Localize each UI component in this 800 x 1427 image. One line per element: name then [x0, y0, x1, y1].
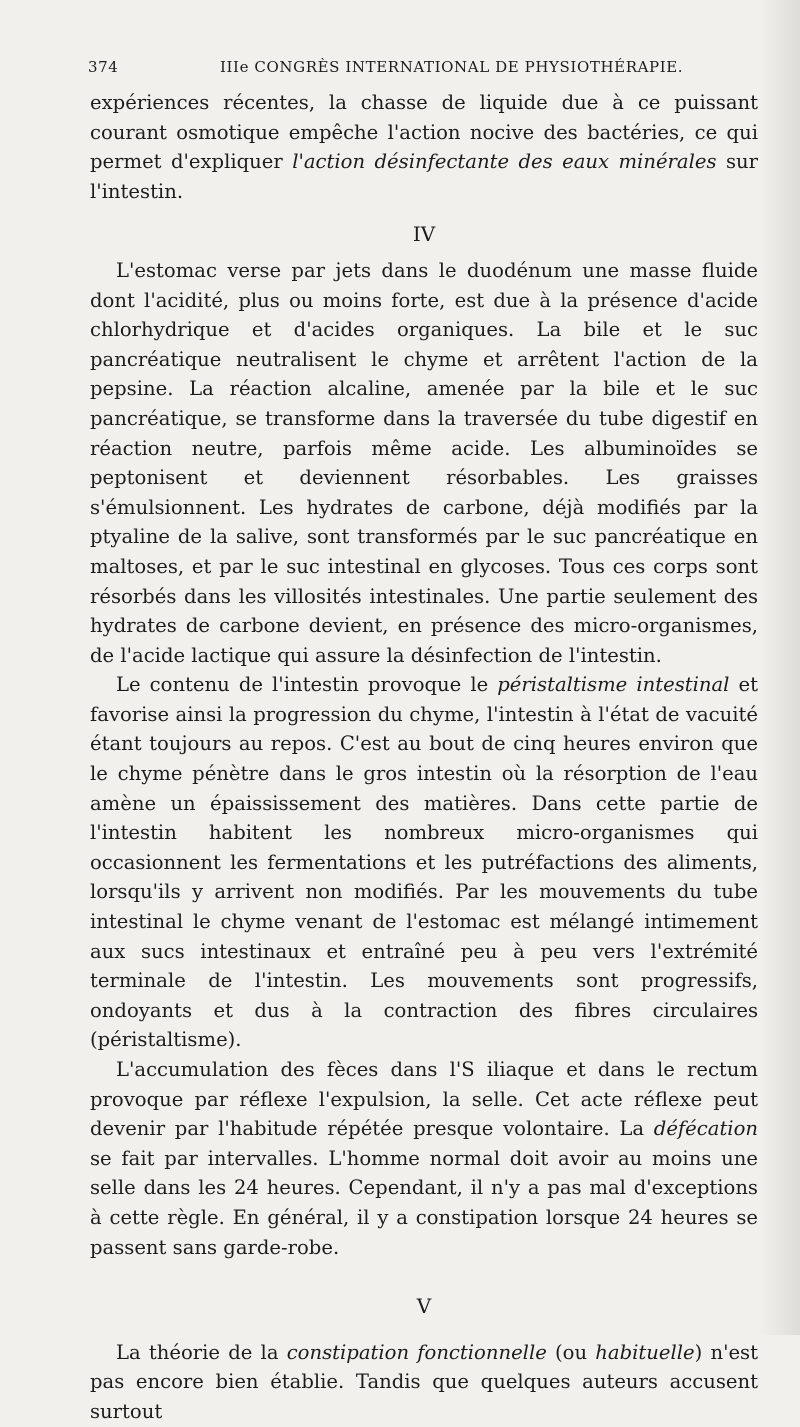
paragraph-text: La théorie de la [116, 1340, 287, 1364]
paragraph-contenu-intestin [90, 670, 758, 1055]
paragraph-estomac: L'estomac verse par jets dans le duodénum une masse fluide dont l'acidité, plus ou moins forte, est due à la présence d'acide chlorhydrique et d'acides organiques. La bile et le suc pancréatique neutralisent le chyme et arrêtent l'action de la pepsine. La réaction alcaline, amenée par la bile et le suc pancréatique, se transforme dans la traversée du tube digestif en réaction neutre, parfois même acide. Les albuminoïdes se peptonisent et deviennent résorbables. Les graisses s'émulsionnent. Les hydrates de carbone, déjà modifiés par la ptyaline de la salive, sont transformés par le suc pancréatique en maltoses, et par le suc intestinal en glycoses. Tous ces corps sont résorbés dans les villosités intestinales. Une partie seulement des hydrates de carbone devient, en présence des micro-organismes, de l'acide lactique qui assure la désinfection de l'intestin. [90, 258, 758, 667]
running-title: IIIe CONGRÈS INTERNATIONAL DE PHYSIOTHÉRAPIE. [220, 58, 684, 76]
paragraph-text: L'accumulation des fèces dans l'S iliaque et dans le rectum provoque par réflexe l'expulsion, la selle. Cet acte réflexe peut devenir par l'habitude répétée presque volontaire. La [90, 1058, 758, 1141]
paragraph-text: (ou [546, 1340, 596, 1364]
section-heading-v: V [416, 1294, 432, 1319]
page-number: 374 [88, 58, 119, 76]
italic-phrase: habituelle [595, 1340, 695, 1364]
paragraph-text: sur l'intestin. [90, 150, 758, 203]
paragraph-text: expériences récentes, la chasse de liquide due à ce puissant courant osmotique empêche l'action nocive des bactéries, ce qui permet d'expliquer [90, 91, 758, 174]
italic-phrase: défécation [653, 1117, 758, 1141]
paragraph-text: se fait par intervalles. L'homme normal doit avoir au moins une selle dans les 24 heures. Cependant, il n'y a pas mal d'exceptions à cette règle. En général, il y a constipation lorsque 24 heures se passent sans garde-robe. [90, 1146, 758, 1259]
paragraph-continuation [90, 88, 758, 206]
paragraph-text: Le contenu de l'intestin provoque le [116, 673, 498, 697]
paragraph-text: ) n'est pas encore bien établie. Tandis que quelques auteurs accusent surtout [90, 1340, 758, 1423]
page-body [90, 88, 758, 1427]
page-edge-shadow [760, 0, 800, 1335]
italic-phrase: constipation fonctionnelle [286, 1340, 547, 1364]
italic-phrase: péristaltisme intestinal [497, 673, 730, 697]
section-heading-iv: IV [412, 222, 436, 247]
paragraph-accumulation [90, 1055, 758, 1262]
paragraph-text: et favorise ainsi la progression du chyme, l'intestin à l'état de vacuité étant toujours au repos. C'est au bout de cinq heures environ que le chyme pénètre dans le gros intestin où la résorption de l'eau amène un épaississement des matières. Dans cette partie de l'intestin habitent les nombreux micro-organismes qui occasionnent les fermentations et les putréfactions des aliments, lorsqu'ils y arrivent non modifiés. Par les mouvements du tube intestinal le chyme venant de l'estomac est mélangé intimement aux sucs intestinaux et entraîné peu à peu vers l'extrémité terminale de l'intestin. Les mouvements sont progressifs, ondoyants et dus à la contraction des fibres circulaires (péristaltisme). [90, 673, 758, 1052]
paragraph-theorie [90, 1338, 758, 1427]
italic-phrase: l'action désinfectante des eaux minérales [292, 150, 717, 174]
